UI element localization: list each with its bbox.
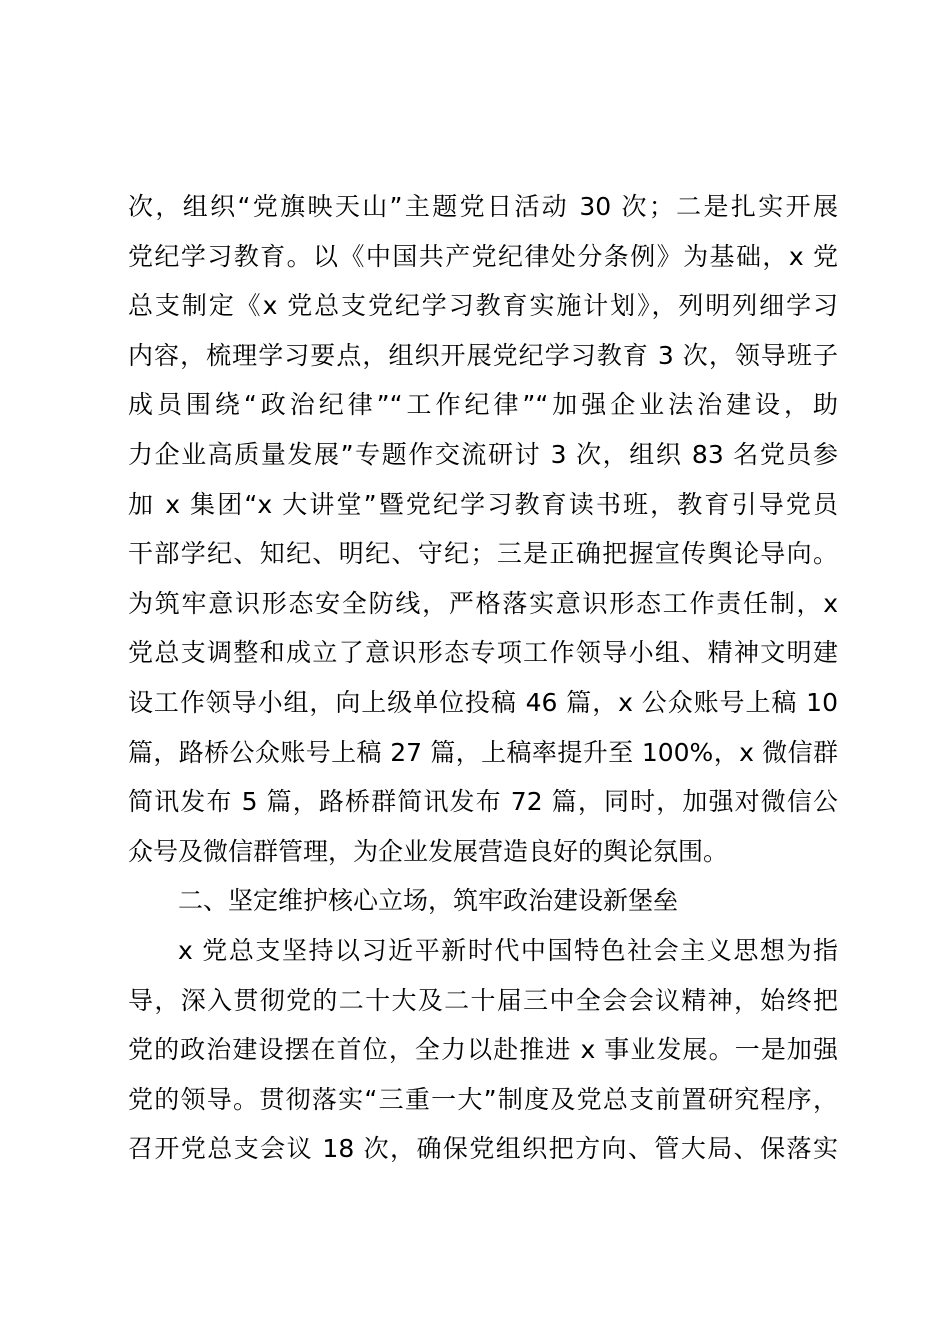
text-line: 设工作领导小组，向上级单位投稿 46 篇，x 公众账号上稿 10 (128, 687, 838, 717)
text-line: 次，组织“党旗映天山”主题党日活动 30 次；二是扎实开展 (128, 192, 838, 221)
text-line: 众号及微信群管理，为企业发展营造良好的舆论氛围。 (128, 836, 729, 866)
text-line: 导，深入贯彻党的二十大及二十届三中全会会议精神，始终把 (128, 985, 838, 1015)
text-line: 加 x 集团“x 大讲堂”暨党纪学习教育读书班，教育引导党员 (128, 489, 838, 519)
text-line: 简讯发布 5 篇，路桥群简讯发布 72 篇，同时，加强对微信公 (128, 787, 838, 817)
text-line: 干部学纪、知纪、明纪、守纪；三是正确把握宣传舆论导向。 (128, 539, 838, 569)
text-line: 成员围绕“政治纪律”“工作纪律”“加强企业法治建设，助 (128, 390, 838, 420)
text-line: 总支制定《x 党总支党纪学习教育实施计划》，列明列细学习 (128, 291, 838, 321)
text-line: 党总支调整和成立了意识形态专项工作领导小组、精神文明建 (128, 638, 838, 668)
text-line: 篇，路桥公众账号上稿 27 篇，上稿率提升至 100%，x 微信群 (128, 737, 838, 767)
document-body (128, 182, 838, 1174)
text-line: 党纪学习教育。以《中国共产党纪律处分条例》为基础，x 党 (128, 241, 838, 271)
text-line: x 党总支坚持以习近平新时代中国特色社会主义思想为指 (178, 935, 838, 965)
text-line: 党的政治建设摆在首位，全力以赴推进 x 事业发展。一是加强 (128, 1035, 838, 1065)
text-line: 为筑牢意识形态安全防线，严格落实意识形态工作责任制，x (128, 588, 838, 618)
section-heading: 二、坚定维护核心立场，筑牢政治建设新堡垒 (178, 886, 679, 916)
text-line: 召开党总支会议 18 次，确保党组织把方向、管大局、保落实 (128, 1134, 838, 1164)
text-line: 力企业高质量发展”专题作交流研讨 3 次，组织 83 名党员参 (128, 439, 838, 469)
text-line: 内容，梳理学习要点，组织开展党纪学习教育 3 次，领导班子 (128, 340, 838, 370)
text-line: 党的领导。贯彻落实“三重一大”制度及党总支前置研究程序， (128, 1084, 838, 1114)
